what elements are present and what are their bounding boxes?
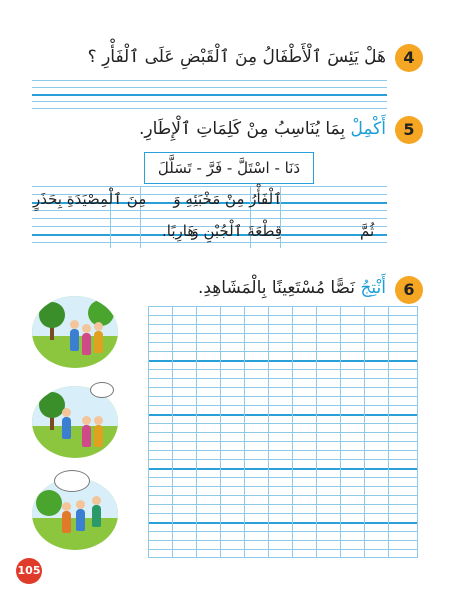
speech-bubble-2 [90,382,114,398]
question-number-6: 6 [395,276,423,304]
question-number-4: 4 [395,44,423,72]
question-6-text [198,278,386,298]
fill-sentence-2-mid: هَارِبًا. [162,222,196,240]
answer-lines-q4[interactable] [32,80,387,110]
writing-grid-q6[interactable] [148,306,418,558]
fill-sentence-1-end: مِنَ ٱلْمِصْيَدَةِ بِحَذَرٍ [33,190,147,208]
question-number-5: 5 [395,116,423,144]
thought-bubble-3 [54,470,90,492]
fill-sentence-2-start: ثُمَّ [360,222,375,240]
fill-sentence-2-right: قِطْعَةَ ٱلْجُبْنِ وَ [191,222,282,240]
question-5-keyword: أَكْمِلْ [350,119,386,139]
fill-sentence-1-right: ٱلْفَأْرُ مِنْ مَخْبَئِهِ وَ [173,190,282,208]
scene-image-1 [32,296,118,368]
question-5-instruction: بِمَا يُنَاسِبُ مِنْ كَلِمَاتِ ٱلْإِطَارِ. [138,119,351,139]
word-box: دَنَا - اسْتَلَّ - فَرَّ - تَسَلَّلَ [144,152,314,184]
page-number: 105 [16,558,42,584]
question-6-instruction: نَصًّا مُسْتَعِينًا بِالْمَشَاهِدِ. [197,278,361,298]
question-6-keyword: أَنْتِجُ [360,278,386,298]
question-4-text: هَلْ يَئِسَ ٱلْأَطْفَالُ مِنَ ٱلْقَبْضِ عَلَى ٱلْفَأْرِ ؟ [87,47,386,67]
question-5-text [139,118,386,139]
